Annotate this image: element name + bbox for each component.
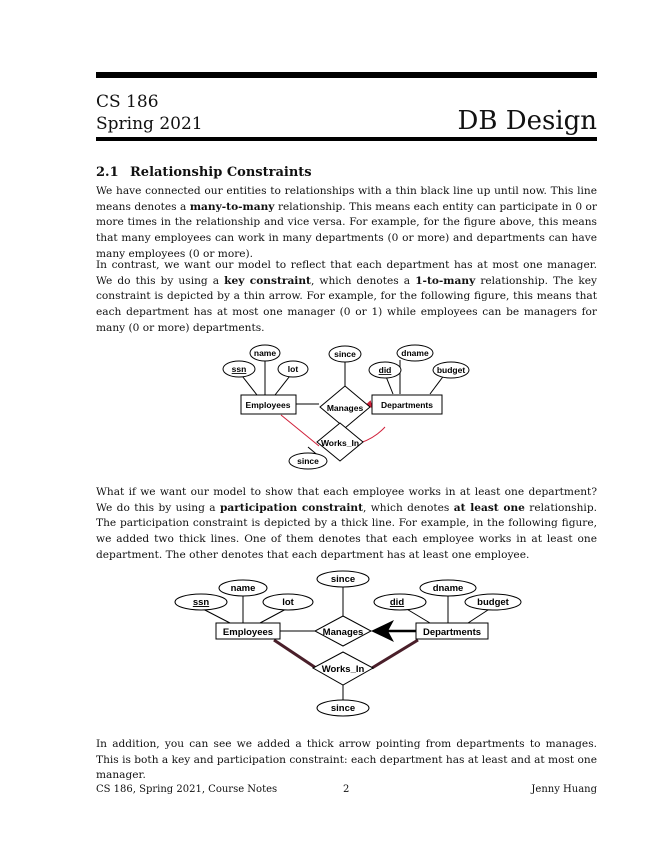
diagram2-attr-since-bottom: since: [330, 703, 356, 714]
text-run: We have connected our entities to relationships with a thin black line up until now. This line means denotes a: [96, 185, 597, 213]
header-top-rule: [96, 72, 597, 78]
diagram1-attr-since-top: since: [334, 349, 356, 359]
text-run: relationship. The participation constraint is depicted by a thick line. For example, in the following figure, we added two thick lines. One of them denotes that each employee works in at least one department. The other denotes that each department has at least one employee.: [96, 501, 597, 561]
diagram1-attr-ssn: ssn: [231, 364, 247, 374]
paragraph-many-to-many: [96, 184, 597, 263]
bold-term: many-to-many: [189, 200, 275, 213]
diagram2-attr-dname: dname: [432, 583, 464, 594]
term-label: Spring 2021: [96, 114, 203, 134]
section-title: Relationship Constraints: [130, 165, 312, 180]
text-run: , which denotes a: [310, 274, 416, 287]
diagram1-attr-dname: dname: [401, 348, 429, 358]
footer-author: Jenny Huang: [531, 784, 597, 795]
diagram2-attr-since-top: since: [330, 574, 356, 585]
text-run: , which denotes: [363, 501, 454, 514]
diagram2-attr-name: name: [230, 583, 256, 594]
paragraph-participation-constraint: [96, 485, 597, 564]
diagram1-attr-name: name: [253, 348, 277, 358]
diagram2-rel-manages: Manages: [322, 627, 364, 638]
footer-page-number: 2: [343, 784, 350, 795]
diagram2-entity-employees: Employees: [222, 627, 274, 638]
diagram1-attr-since-bottom: since: [297, 456, 319, 466]
diagram1-rel-manages: Manages: [326, 403, 364, 413]
footer-course-notes: CS 186, Spring 2021, Course Notes: [96, 784, 278, 795]
paragraph-key-constraint: [96, 258, 597, 337]
paragraph-thick-arrow: In addition, you can see we added a thick arrow pointing from departments to manages. This is both a key and participation constraint: each department has at least and at most one manager.: [96, 738, 597, 782]
text-run: relationship. The key constraint is depicted by a thin arrow. For example, for the following figure, this means that each department has at most one manager (0 or 1) while employees can be managers for many (0 or more) departments.: [96, 274, 597, 334]
diagram2-attr-did: did: [389, 597, 405, 608]
diagram1-rel-works-in: Works_In: [320, 438, 360, 448]
section-number: 2.1: [96, 165, 119, 180]
page-title: DB Design: [457, 106, 597, 136]
text-run: In contrast, we want our model to reflect that each department has at most one manager. We do this by using a: [96, 259, 597, 287]
header-bottom-rule: [96, 137, 597, 141]
bold-term: at least one: [453, 501, 525, 514]
diagram1-attr-lot: lot: [287, 364, 299, 374]
bold-term: key constraint: [224, 274, 311, 287]
diagram1-attr-did: did: [378, 365, 392, 375]
course-label: CS 186: [96, 92, 159, 112]
text-run: What if we want our model to show that each employee works in at least one department? We do this by using a: [96, 486, 597, 514]
er-diagram-participation-constraint: [168, 568, 528, 722]
bold-term: 1-to-many: [415, 274, 476, 287]
bold-term: participation constraint: [219, 501, 363, 514]
diagram2-entity-departments: Departments: [422, 627, 482, 638]
diagram2-attr-budget: budget: [477, 597, 509, 608]
er-diagram-key-constraint: [215, 340, 475, 472]
diagram1-entity-departments: Departments: [381, 400, 433, 410]
diagram1-entity-employees: Employees: [245, 400, 291, 410]
diagram1-attr-budget: budget: [436, 365, 466, 375]
diagram2-attr-lot: lot: [282, 597, 294, 608]
section-heading: [96, 165, 312, 180]
diagram2-rel-works-in: Works_In: [321, 664, 365, 675]
text-run: relationship. This means each entity can participate in 0 or more times in the relationship and vice versa. For example, for the figure above, this means that many employees can work in many departments (0 or more) and departments can have many employees (0 or more).: [96, 200, 597, 260]
diagram2-attr-ssn: ssn: [192, 597, 210, 608]
